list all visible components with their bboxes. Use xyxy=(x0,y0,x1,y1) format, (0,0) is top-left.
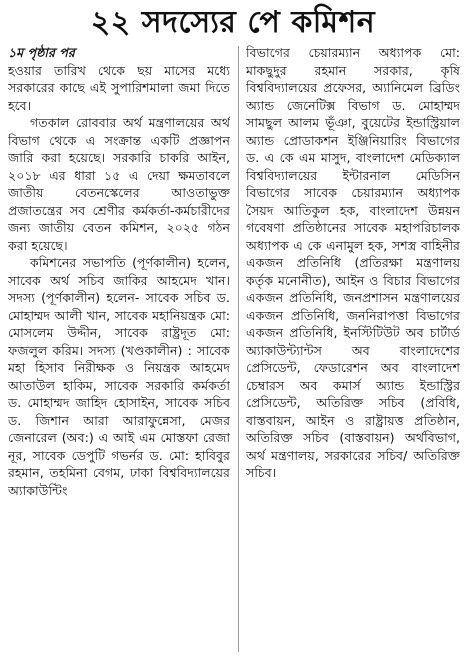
column-divider xyxy=(238,46,239,652)
jump-line: ১ম পৃষ্ঠার পর xyxy=(8,45,75,60)
right-column xyxy=(246,44,460,654)
article-headline: ২২ সদস্যের পে কমিশন xyxy=(90,5,376,40)
paragraph-continued: বিভাগের চেয়ারম্যান অধ্যাপক মো: মাকছুদুর রহমান সরকার, কৃষি বিশ্ববিদ্যালয়ের প্রফেসর, অ্যানিমেল ব্রিডিং অ্যান্ড জেনেটিক্স বিভাগ ড. মোহাম্মদ সামছুল আলম ভূঁঞা, বুয়েটের ইন্ডাস্ট্রিয়াল অ্যান্ড প্রোডাকশন ইঞ্জিনিয়ারিং বিভাগের ড. এ কে এম মাসুদ, বাংলাদেশ মেডিক্যাল বিশ্ববিদ্যালয়ের ইন্টারনাল মেডিসিন বিভাগের সাবেক চেয়ারম্যান অধ্যাপক সৈয়দ আতিকুল হক, বাংলাদেশ উন্নয়ন গবেষণা প্রতিষ্ঠানের সাবেক মহাপরিচালক অধ্যাপক এ কে এনামুল হক, সশস্ত্র বাহিনীর একজন প্রতিনিধি (প্রতিরক্ষা মন্ত্রণালয় কর্তৃক মনোনীত), আইন ও বিচার বিভাগের একজন প্রতিনিধি, জনপ্রশাসন মন্ত্রণালয়ের একজন প্রতিনিধি, জননিরাপত্তা বিভাগের একজন প্রতিনিধি, ইনস্টিটিউট অব চার্টার্ড অ্যাকাউন্ট্যান্টস অব বাংলাদেশের প্রেসিডেন্ট, ফেডারেশন অব বাংলাদেশ চেম্বারস অব কমার্স অ্যান্ড ইন্ডাস্ট্রির প্রেসিডেন্ট, অতিরিক্ত সচিব (প্রবিধি, বাস্তবায়ন, আইন ও রাষ্ট্রায়ত্ত প্রতিষ্ঠান, অতিরিক্ত সচিব (বাস্তবায়ন) অর্থবিভাগ, অর্থ মন্ত্রণালয়, সরকারের সচিব/ অতিরিক্ত সচিব। xyxy=(246,45,460,480)
left-column xyxy=(8,44,230,654)
paragraph-3: কমিশনের সভাপতি (পূর্ণকালীন) হলেন, সাবেক অর্থ সচিব জাকির আহমেদ খান। সদস্য (পূর্ণকালীন) হলেন- সাবেক সচিব ড. মোহাম্মদ আলী খান, সাবেক মহানিয়ন্ত্রক মো: মোসলেম উদ্দীন, সাবেক রাষ্ট্রদূত মো: ফজলুল করিম। সদস্য (খণ্ডকালীন) : সাবেক মহা হিসাব নিরীক্ষক ও নিয়ন্ত্রক আহমেদ আতাউল হাকিম, সাবেক সরকারি কর্মকর্তা ড. মোহাম্মদ জাহিদ হোসাইন, সাবেক সচিব ড. জিশান আরা আরাফুন্নেসা, মেজর জেনারেল (অব:) এ আই এম মোস্তফা রেজা নূর, সাবেক ডেপুটি গভর্নর ড. মো: হাবিবুর রহমান, তহমিনা বেগম, ঢাকা বিশ্ববিদ্যালয়ের অ্যাকাউন্টিং xyxy=(8,255,230,498)
paragraph-2: গতকাল রোববার অর্থ মন্ত্রণালয়ের অর্থ বিভাগ থেকে এ সংক্রান্ত একটি প্রজ্ঞাপন জারি করা হয়েছে। সরকারি চাকরি আইন, ২০১৮ এর ধারা ১৫ এ দেয়া ক্ষমতাবলে জাতীয় বেতনস্কেলের আওতাভুক্ত প্রজাতন্ত্রের সব শ্রেণীর কর্মকর্তা-কর্মচারীদের জন্য জাতীয় বেতন কমিশন, ২০২৫ গঠন করা হয়েছে। xyxy=(8,115,230,253)
paragraph-1: হওয়ার তারিখ থেকে ছয় মাসের মধ্যে সরকারের কাছে এই সুপারিশমালা জমা দিতে হবে। xyxy=(8,62,230,113)
